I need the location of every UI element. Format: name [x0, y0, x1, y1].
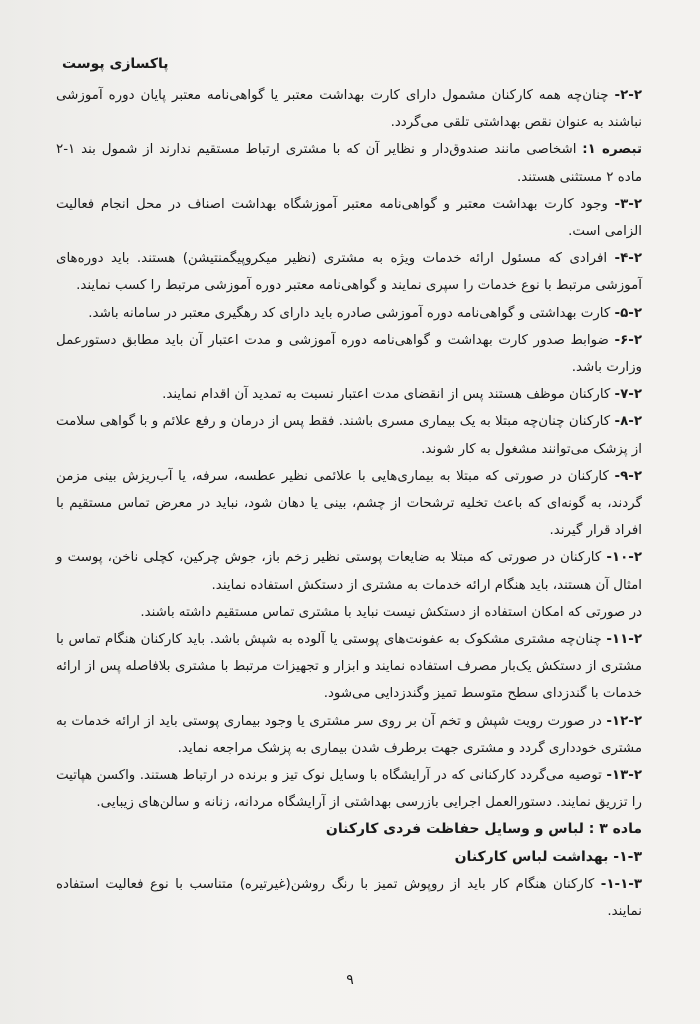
- paragraph: [56, 544, 642, 598]
- clause-number: ۱۰-۲-: [606, 550, 642, 566]
- paragraph-text: ۱-۳- بهداشت لباس کارکنان: [454, 848, 642, 865]
- clause-number: ۵-۲-: [614, 305, 642, 321]
- clause-number: ۷-۲-: [614, 387, 642, 403]
- clause-number: ۸-۲-: [614, 414, 642, 430]
- paragraph: [56, 245, 642, 299]
- paragraph-text: وجود کارت بهداشت معتبر و گواهی‌نامه معتبر آموزشگاه بهداشت اصناف در محل انجام فعالیت الزامی است.: [56, 196, 642, 240]
- paragraph: [56, 408, 642, 462]
- clause-number: ۱۳-۲-: [606, 768, 642, 784]
- paragraph-text: کارکنان در صورتی که مبتلا به ضایعات پوستی نظیر زخم باز، جوش چرکین، کچلی ناخن، پوست و امثال آن هستند، باید هنگام ارائه خدمات به مشتری از دستکش استفاده نمایند.: [56, 550, 642, 593]
- clause-number: ۱-۱-۳-: [600, 876, 642, 892]
- paragraph-text: کارکنان هنگام کار باید از روپوش تمیز با رنگ روشن(غیرتیره) متناسب با نوع فعالیت استفاده نمایند.: [56, 876, 642, 920]
- paragraph: [56, 300, 642, 327]
- paragraph-text: کارکنان چنان‌چه مبتلا به یک بیماری مسری باشند. فقط پس از درمان و رفع علائم و با گواهی سلامت از پزشک می‌توانند مشغول به کار شوند.: [56, 414, 642, 457]
- paragraph-text: ماده ۳ : لباس و وسایل حفاظت فردی کارکنان: [325, 821, 642, 838]
- clause-number: ۹-۲-: [614, 468, 642, 484]
- section-heading: [56, 816, 642, 843]
- paragraph-text: چنان‌چه همه کارکنان مشمول دارای کارت بهداشت معتبر یا گواهی‌نامه معتبر پایان دوره آموزشی نباشند به عنوان نقص بهداشتی تلقی می‌گردد.: [56, 88, 642, 131]
- paragraph: [56, 626, 642, 708]
- clause-number: ۲-۲-: [614, 88, 642, 103]
- paragraph-text: کارت بهداشتی و گواهی‌نامه دوره آموزشی صادره باید دارای کد رهگیری معتبر در سامانه باشد.: [88, 305, 615, 321]
- paragraph-text: در صورتی که امکان استفاده از دستکش نیست نباید با مشتری تماس مستقیم داشته باشند.: [140, 604, 642, 620]
- paragraph: [56, 871, 642, 925]
- paragraph: [56, 381, 642, 408]
- clause-number: تبصره ۱:: [582, 142, 642, 158]
- paragraph: [56, 463, 642, 545]
- paragraph: [56, 599, 642, 626]
- paragraph-text: کارکنان موظف هستند پس از انقضای مدت اعتبار نسبت به تمدید آن اقدام نمایند.: [162, 387, 615, 403]
- page-header: پاکسازی پوست: [62, 56, 169, 72]
- section-heading: [56, 844, 642, 871]
- paragraph-text: در صورت رویت شپش و تخم آن بر روی سر مشتری یا وجود بیماری پوستی باید از ارائه خدمات به مشتری خودداری گردد و مشتری جهت برطرف شدن بیماری به پزشک مراجعه نماید.: [56, 713, 642, 756]
- document-body: [56, 82, 642, 925]
- clause-number: ۱۲-۲-: [606, 713, 642, 729]
- paragraph: [56, 327, 642, 381]
- clause-number: ۴-۲-: [614, 251, 642, 267]
- paragraph: [56, 82, 642, 136]
- clause-number: ۱۱-۲-: [606, 632, 642, 648]
- paragraph-text: ضوابط صدور کارت بهداشت و گواهی‌نامه دوره آموزشی و مدت اعتبار آن باید مطابق دستورعمل وزارت باشد.: [56, 332, 642, 376]
- clause-number: ۶-۲-: [614, 332, 642, 348]
- page-number: ۹: [346, 972, 354, 988]
- paragraph: [56, 762, 642, 816]
- paragraph-text: افرادی که مسئول ارائه خدمات ویژه به مشتری (نظیر میکروپیگمنتیشن) هستند. باید دوره‌های آموزشی مرتبط با نوع خدمات را سپری نمایند و گواهی‌نامه معتبر دوره آموزشی مرتبط را کسب نمایند.: [56, 251, 642, 294]
- paragraph-text: کارکنان در صورتی که مبتلا به بیماری‌هایی با علائمی نظیر عطسه، سرفه، یا آب‌ریزش بینی مزمن گردند، به گونه‌ای که باعث تخلیه ترشحات از چشم، بینی یا دهان شود، نباید در معرض تماس مستقیم با افراد قرار گیرند.: [56, 468, 642, 539]
- paragraph-text: اشخاصی مانند صندوق‌دار و نظایر آن که با مشتری ارتباط مستقیم ندارند از شمول بند ۱-۲ ماده ۲ مستثنی هستند.: [56, 142, 642, 185]
- clause-number: ۳-۲-: [614, 196, 642, 212]
- paragraph: [56, 191, 642, 245]
- paragraph-text: توصیه می‌گردد کارکنانی که در آرایشگاه با وسایل نوک تیز و برنده در ارتباط هستند. واکسن هپاتیت را تزریق نمایند. دستورالعمل اجرایی بازرسی بهداشتی از آرایشگاه مردانه، زنانه و سالن‌های زیبایی.: [56, 768, 642, 811]
- paragraph: [56, 136, 642, 190]
- paragraph-text: چنان‌چه مشتری مشکوک به عفونت‌های پوستی یا آلوده به شپش باشد. باید کارکنان هنگام تماس با مشتری از دستکش یک‌بار مصرف استفاده نمایند و ابزار و تجهیزات مرتبط با مشتری بلافاصله پس از ارائه خدمات با گندزدای سطح متوسط تمیز وگندزدایی می‌شود.: [56, 632, 642, 702]
- paragraph: [56, 708, 642, 762]
